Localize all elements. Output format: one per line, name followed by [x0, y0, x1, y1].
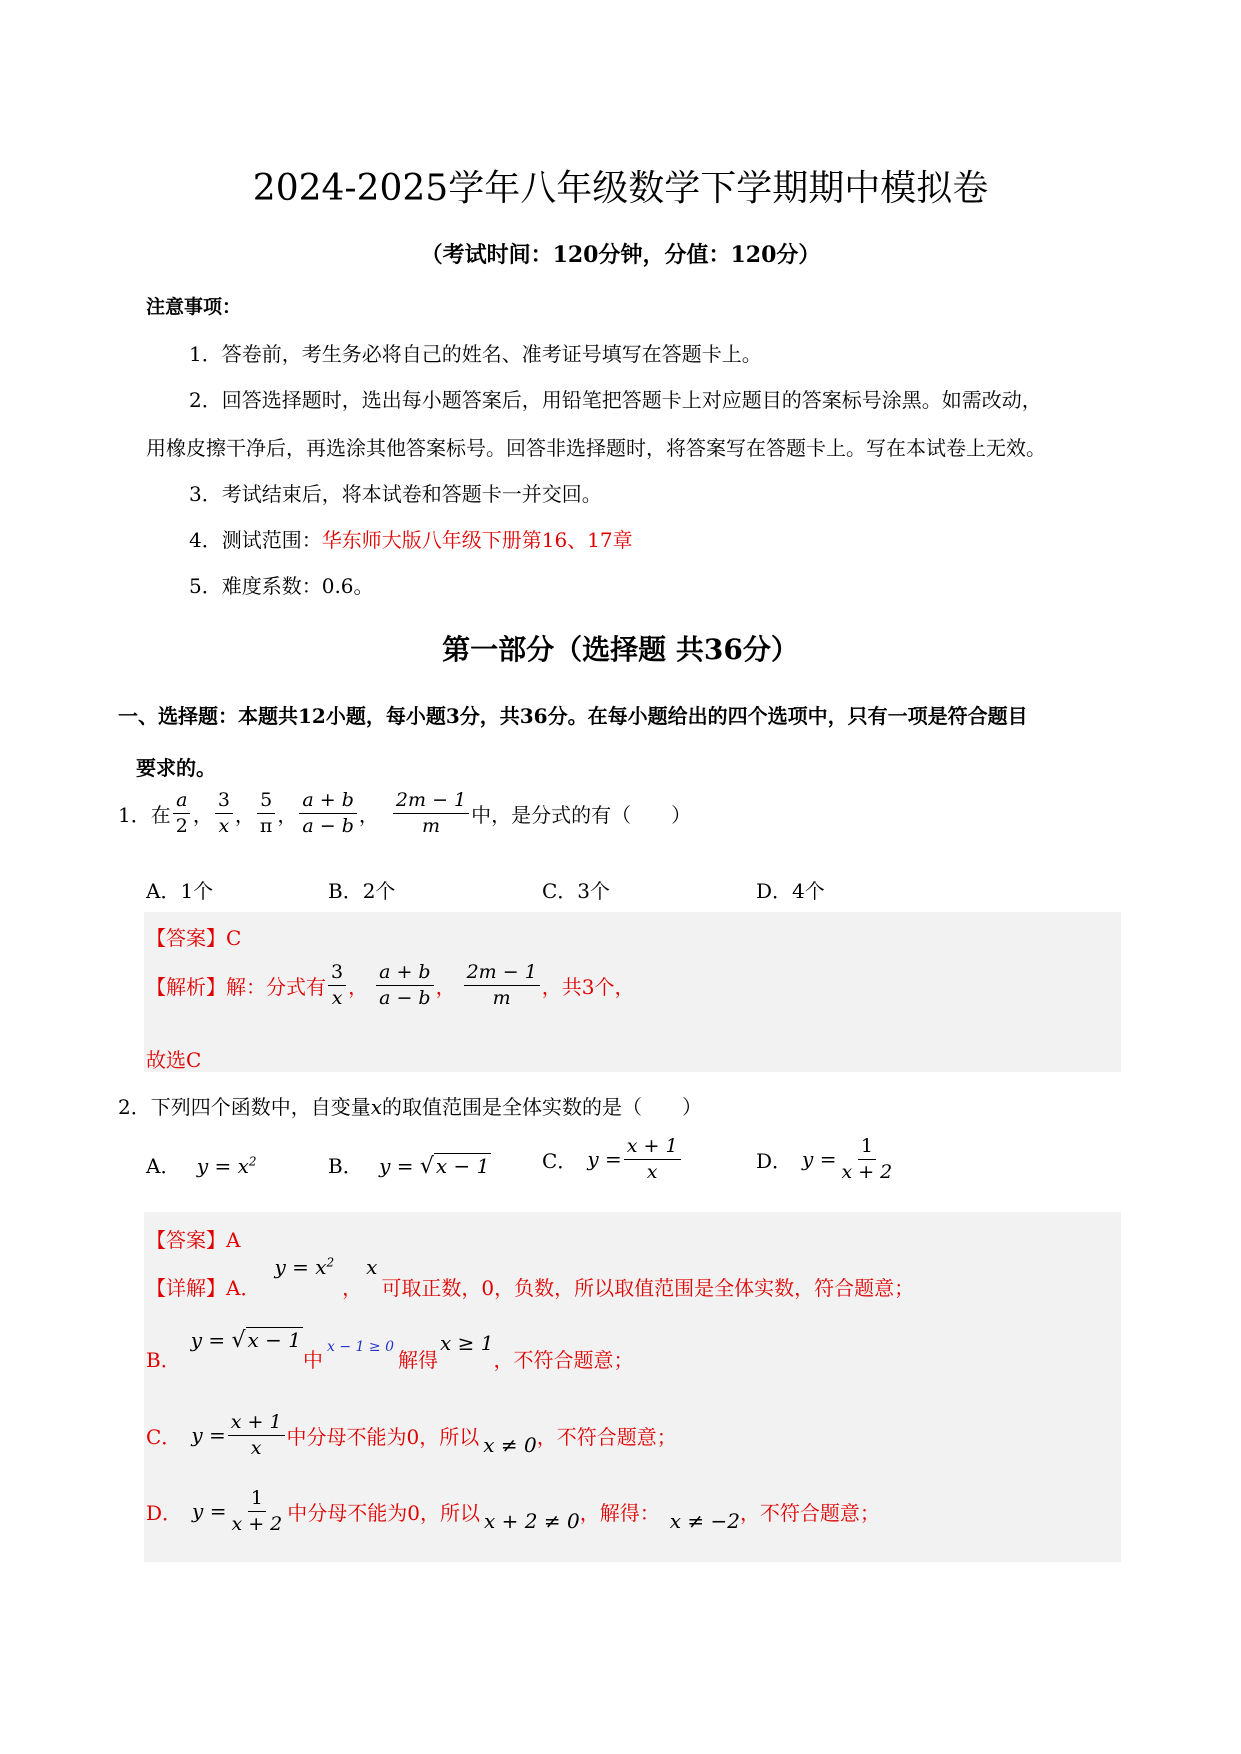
q2-detail-a-text: 可取正数，0，负数，所以取值范围是全体实数，符合题意； [381, 1276, 915, 1300]
q2-detail-b-tail: ，不符合题意； [493, 1348, 634, 1372]
q2-var: x [370, 1095, 383, 1119]
q1-option-b: B．2个 [328, 879, 396, 903]
exam-info: （考试时间：120分钟，分值：120分） [420, 242, 821, 268]
notice-item-4-label: 4．测试范围： [189, 528, 322, 552]
notice-heading: 注意事项： [146, 296, 242, 318]
q2-option-c-expr: $\frac{x + 1}{x}$ [624, 1136, 681, 1183]
q1-expr-5: $\frac{2m - 1}{m}$ [393, 790, 469, 837]
q1-expr-1: $\frac{a}{2}$ [173, 790, 191, 837]
q2-option-c: C． y = $\frac{x + 1}{x}$ [542, 1136, 683, 1183]
page-title: 2024-2025学年八年级数学下学期期中模拟卷 [252, 168, 989, 209]
q1-prefix: 1．在 [118, 802, 171, 827]
notice-item-2: 2．回答选择题时，选出每小题答案后，用铅笔把答题卡上对应题目的答案标号涂黑。如需改动， [189, 388, 1042, 412]
q1-analysis-expr-3: $\frac{2m - 1}{m}$ [464, 962, 540, 1009]
notice-item-3: 3．考试结束后，将本试卷和答题卡一并交回。 [189, 482, 602, 506]
q1-expr-3: $\frac{5}{\pi}$ [257, 790, 276, 837]
q1-analysis-expr-2: $\frac{a + b}{a - b}$ [376, 962, 434, 1009]
q1-analysis-suffix: ，共3个， [541, 974, 635, 999]
q2-detail-b: B． y = √ x − 1 中 x − 1 ≥ 0 解得 x ≥ 1 ，不符合题意； [146, 1328, 634, 1372]
q1-option-d: D．4个 [756, 879, 825, 903]
section-instruction: 一、选择题：本题共12小题，每小题3分，共36分。在每小题给出的四个选项中，只有一项是符合题目 [118, 704, 1028, 728]
q2-option-d: D． y = $\frac{1}{x + 2}$ [756, 1136, 897, 1183]
test-scope: 华东师大版八年级下册第16、17章 [321, 528, 633, 552]
q2-prefix: 2．下列四个函数中，自变量 [118, 1095, 371, 1119]
q2-detail-d-solve: ，解得： [579, 1500, 660, 1525]
q1-answer-label: 【答案】 [146, 926, 226, 950]
q2-detail-label: 【详解】 [146, 1276, 226, 1300]
q2-option-d-expr: $\frac{1}{x + 2}$ [841, 1135, 893, 1183]
q2-detail-d-tail: ，不符合题意； [739, 1500, 880, 1525]
question-2-stem [118, 1091, 702, 1120]
notice-item-1: 1．答卷前，考生务必将自己的姓名、准考证号填写在答题卡上。 [189, 342, 762, 366]
q1-expr-4: $\frac{a + b}{a - b}$ [299, 790, 357, 837]
q1-option-c: C．3个 [542, 879, 611, 903]
question-1-stem: 1．在 $\frac{a}{2}$ ， $\frac{3}{x}$ ， $\frac{5}{\pi}$ ， $\frac{a + b}{a - b}$ ， $\frac{2m - 1}{m}$ 中，是分式的有（ ） [118, 789, 692, 837]
q2-detail-d-mid: 中分母不能为0，所以 [287, 1500, 481, 1525]
q2-detail-c-label: C． [146, 1424, 182, 1449]
q1-expr-2: $\frac{3}{x}$ [215, 790, 233, 837]
q2-detail-a: 【详解】 A． $y = x^2$ ， x 可取正数，0，负数，所以取值范围是全体实数，符合题意； [146, 1255, 915, 1300]
q2-detail-a-label: A． [226, 1276, 261, 1300]
q2-detail-c-mid: 中分母不能为0，所以 [286, 1424, 480, 1449]
q2-detail-d-label: D． [146, 1500, 183, 1525]
q2-answer-box [144, 1212, 1121, 1562]
q2-detail-c-expr: $\frac{x + 1}{x}$ [228, 1412, 285, 1459]
q2-detail-b-cond: x − 1 ≥ 0 [327, 1339, 394, 1355]
notice-item-5: 5．难度系数：0.6。 [189, 574, 374, 598]
q2-detail-b-mid: 中 [303, 1348, 323, 1372]
q2-answer-value: A [226, 1228, 241, 1252]
q2-option-d-label: D． [756, 1148, 793, 1173]
q2-suffix: 的取值范围是全体实数的是（ ） [382, 1095, 703, 1119]
q2-answer [146, 1224, 240, 1253]
q1-suffix: 中，是分式的有（ ） [471, 802, 692, 827]
q2-option-c-label: C． [542, 1148, 578, 1173]
q2-option-b-label: B． [328, 1154, 363, 1178]
q2-detail-b-solve: 解得 [397, 1348, 438, 1372]
q1-conclusion: 故选C [146, 1048, 202, 1072]
q2-option-a: A． $y = x^2$ [146, 1154, 257, 1178]
q1-analysis-expr-1: $\frac{3}{x}$ [328, 962, 346, 1009]
q2-detail-d: D． y = $\frac{1}{x + 2}$ 中分母不能为0，所以 x + 2 ≠ 0 ，解得： x ≠ −2 ，不符合题意； [146, 1487, 880, 1535]
q1-answer-value: C [226, 926, 242, 950]
q2-answer-label: 【答案】 [146, 1228, 226, 1252]
q2-detail-c: C． y = $\frac{x + 1}{x}$ 中分母不能为0，所以 x ≠ 0 ，不符合题意； [146, 1411, 677, 1459]
q2-option-b: B． y = √ x − 1 [328, 1154, 490, 1179]
q2-detail-d-expr: $\frac{1}{x + 2}$ [231, 1487, 283, 1535]
notice-item-2-cont: 用橡皮擦干净后，再选涂其他答案标号。回答非选择题时，将答案写在答题卡上。写在本试卷上无效。 [146, 436, 1046, 460]
q1-answer [146, 922, 241, 951]
q1-analysis-prefix: 解：分式有 [226, 974, 326, 999]
q1-option-a: A．1个 [146, 879, 214, 903]
notice-item-4 [189, 524, 633, 553]
q1-analysis: 【解析】 解：分式有 $\frac{3}{x}$ ， $\frac{a + b}{a - b}$ ， $\frac{2m - 1}{m}$ ，共3个， [146, 961, 635, 1009]
q1-analysis-label: 【解析】 [146, 974, 226, 999]
q2-option-a-label: A． [146, 1154, 181, 1178]
section-instruction-cont: 要求的。 [136, 756, 216, 780]
q1-answer-box [144, 912, 1121, 1072]
q2-detail-b-label: B． [146, 1348, 181, 1372]
part-title: 第一部分（选择题 共36分） [442, 633, 799, 666]
q2-detail-c-tail: ，不符合题意； [536, 1424, 677, 1449]
